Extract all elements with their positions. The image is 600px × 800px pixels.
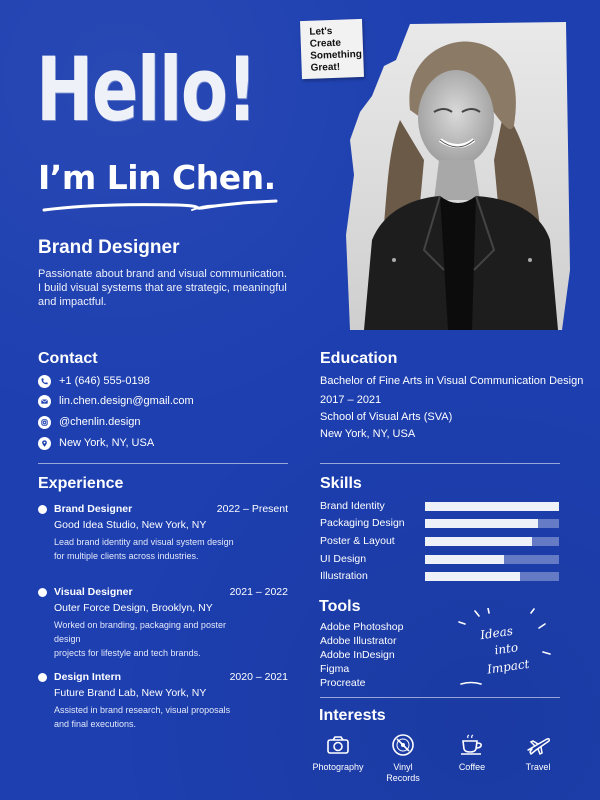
interest-vinyl-records bbox=[368, 733, 438, 784]
contact-instagram[interactable] bbox=[38, 414, 141, 430]
name-headline: I’m Lin Chen. bbox=[38, 158, 276, 197]
contact-location-text: New York, NY, USA bbox=[59, 437, 155, 449]
interest-coffee bbox=[437, 733, 507, 773]
job-dates: 2020 – 2021 bbox=[229, 671, 288, 683]
tool-item: Procreate bbox=[320, 677, 366, 689]
education-location: New York, NY, USA bbox=[320, 428, 416, 440]
job-company: Outer Force Design, Brooklyn, NY bbox=[54, 602, 213, 614]
airplane-icon bbox=[525, 733, 551, 757]
interest-photography bbox=[303, 733, 373, 773]
job-title: Visual Designer bbox=[54, 586, 133, 598]
skill-bar bbox=[425, 537, 559, 546]
intro-text: Passionate about brand and visual communication. I build visual systems that are strategic, meaningful and impactful. bbox=[38, 268, 287, 308]
tools-heading: Tools bbox=[319, 598, 361, 615]
job-company: Good Idea Studio, New York, NY bbox=[54, 519, 207, 531]
hello-headline: Hello! bbox=[36, 38, 257, 141]
contact-heading: Contact bbox=[38, 350, 98, 367]
skill-label: Illustration bbox=[320, 570, 368, 582]
experience-heading: Experience bbox=[38, 475, 124, 492]
tool-item: Adobe InDesign bbox=[320, 649, 395, 661]
skill-label: Packaging Design bbox=[320, 517, 405, 529]
bullet-dot bbox=[38, 588, 47, 597]
portrait-photo bbox=[344, 20, 574, 330]
job-description: Assisted in brand research, visual proposals and final executions. bbox=[54, 705, 231, 729]
tool-item: Figma bbox=[320, 663, 350, 675]
job-dates: 2021 – 2022 bbox=[229, 586, 288, 598]
contact-location bbox=[38, 435, 154, 451]
divider-right bbox=[320, 463, 560, 464]
ideas-doodle-line: Ideas bbox=[479, 623, 514, 643]
skill-bar-fill bbox=[425, 555, 504, 564]
ideas-doodle bbox=[455, 608, 555, 688]
tool-item: Adobe Photoshop bbox=[320, 621, 404, 633]
contact-instagram-text: @chenlin.design bbox=[59, 416, 141, 428]
camera-icon bbox=[325, 733, 351, 757]
interest-travel bbox=[503, 733, 573, 773]
bullet-dot bbox=[38, 505, 47, 514]
education-school: School of Visual Arts (SVA) bbox=[320, 411, 453, 423]
location-pin-icon bbox=[38, 437, 51, 450]
brush-underline bbox=[42, 196, 278, 216]
vinyl-record-icon bbox=[390, 733, 416, 757]
contact-phone-text: +1 (646) 555-0198 bbox=[59, 375, 150, 387]
skill-bar bbox=[425, 502, 559, 511]
skill-bar-fill bbox=[425, 519, 538, 528]
instagram-icon bbox=[38, 416, 51, 429]
skill-label: UI Design bbox=[320, 553, 367, 565]
education-degree: Bachelor of Fine Arts in Visual Communication Design bbox=[320, 375, 584, 387]
sticker-note: Let's Create Something Great! bbox=[300, 19, 364, 79]
job-role: Brand Designer bbox=[38, 237, 180, 258]
ideas-doodle-line: into bbox=[493, 640, 519, 658]
bullet-dot bbox=[38, 673, 47, 682]
skill-bar bbox=[425, 519, 559, 528]
mail-icon bbox=[38, 395, 51, 408]
interests-heading: Interests bbox=[319, 707, 386, 724]
interest-label: Travel bbox=[525, 762, 551, 772]
job-title: Brand Designer bbox=[54, 503, 133, 515]
skill-bar-fill bbox=[425, 572, 520, 581]
job-title: Design Intern bbox=[54, 671, 122, 683]
divider-interests bbox=[320, 697, 560, 698]
skill-bar-fill bbox=[425, 537, 532, 546]
contact-email[interactable] bbox=[38, 393, 194, 409]
interest-label: Vinyl Records bbox=[386, 762, 420, 783]
job-dates: 2022 – Present bbox=[216, 503, 288, 515]
contact-email-text: lin.chen.design@gmail.com bbox=[59, 395, 194, 407]
skill-bar bbox=[425, 572, 559, 581]
skills-heading: Skills bbox=[320, 475, 362, 492]
phone-icon bbox=[38, 375, 51, 388]
job-description: Worked on branding, packaging and poster design projects for lifestyle and tech brands. bbox=[54, 620, 226, 658]
divider-left bbox=[38, 463, 288, 464]
skill-label: Poster & Layout bbox=[320, 535, 395, 547]
education-heading: Education bbox=[320, 350, 398, 367]
skill-bar bbox=[425, 555, 559, 564]
skill-label: Brand Identity bbox=[320, 500, 385, 512]
skill-bar-fill bbox=[425, 502, 559, 511]
job-company: Future Brand Lab, New York, NY bbox=[54, 687, 207, 699]
job-description: Lead brand identity and visual system design for multiple clients across industries. bbox=[54, 537, 234, 561]
interest-label: Photography bbox=[312, 762, 364, 772]
tool-item: Adobe Illustrator bbox=[320, 635, 397, 647]
coffee-cup-icon bbox=[459, 733, 485, 757]
education-years: 2017 – 2021 bbox=[320, 394, 382, 406]
interest-label: Coffee bbox=[458, 762, 486, 772]
ideas-doodle-line: Impact bbox=[486, 656, 531, 677]
contact-phone[interactable] bbox=[38, 373, 150, 389]
